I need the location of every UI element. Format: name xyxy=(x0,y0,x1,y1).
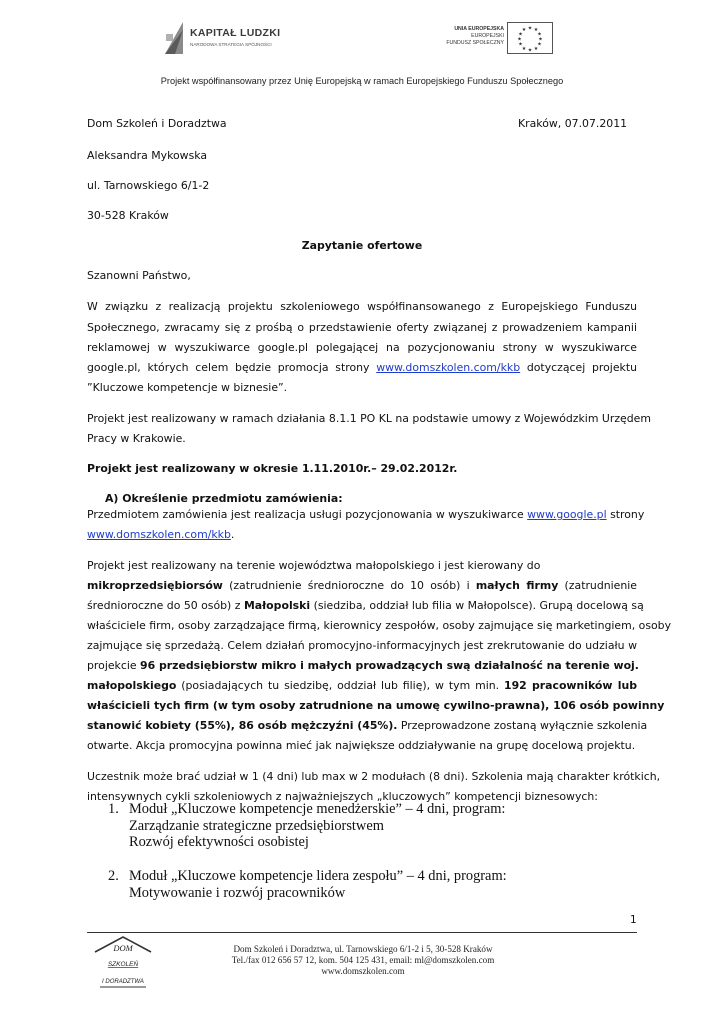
kkb-link[interactable]: www.domszkolen.com/kkb xyxy=(87,528,231,541)
module-1-item-1: Zarządzanie strategiczne przedsiębiorstwem xyxy=(129,818,384,834)
logo-text-1: DOM xyxy=(113,943,133,953)
footer-divider xyxy=(87,932,637,933)
p4-line2-b2: małych firmy xyxy=(475,579,559,592)
place-date: Kraków, 07.07.2011 xyxy=(518,117,628,130)
footer-website[interactable]: www.domszkolen.com xyxy=(321,966,405,976)
recipient-name: Aleksandra Mykowska xyxy=(87,149,208,162)
svg-text:★: ★ xyxy=(527,47,533,53)
p4-line3-b1: Małopolski xyxy=(243,599,311,612)
p1-line2: Społecznego, zwracamy się z prośbą o przedstawienie oferty związanej z prowadzeniem kampanii xyxy=(87,321,637,334)
p4-line3-t1: średnioroczne do 50 osób) z xyxy=(87,599,244,612)
p1-line5: ”Kluczowe kompetencje w biznesie”. xyxy=(87,381,288,394)
footer-contact xyxy=(180,944,546,977)
eu-label xyxy=(420,26,504,47)
p1-line3: reklamowej w wyszukiwarce google.pl polegającej na pozycjonowaniu strony w wyszukiwarce xyxy=(87,341,637,354)
p4-line4: właściciele firm, osoby zarządzające firmą, kierownicy zespołów, osoby zajmujące się marketingiem, osoby xyxy=(87,619,672,632)
kapital-ludzki-subtitle: NARODOWA STRATEGIA SPÓJNOŚCI xyxy=(190,42,272,47)
p4-line6-t1: projekcie xyxy=(87,659,141,672)
svg-text:★: ★ xyxy=(521,46,527,52)
module-2-number: 2. xyxy=(108,868,119,884)
p4-line9 xyxy=(87,716,648,737)
module-2-title: Moduł „Kluczowe kompetencje lidera zespołu” – 4 dni, program: xyxy=(129,868,507,884)
page-number: 1 xyxy=(630,914,637,926)
module-1-title: Moduł „Kluczowe kompetencje menedżerskie” – 4 dni, program: xyxy=(129,801,506,817)
p4-line5: zajmujące się sprzedażą. Celem działań promocyjno-informacyjnych jest zrekrutowanie do udziału w xyxy=(87,639,637,652)
p4-line9-b1: stanowić kobiety (55%), 86 osób mężczyźni (45%). xyxy=(87,719,398,732)
p4-line8 xyxy=(87,696,665,717)
svg-text:★: ★ xyxy=(537,31,542,38)
google-link[interactable]: www.google.pl xyxy=(527,508,607,521)
p4-line2 xyxy=(87,576,637,597)
kapital-ludzki-title: KAPITAŁ LUDZKI xyxy=(190,27,281,39)
eu-label-line1: UNIA EUROPEJSKA xyxy=(454,26,504,32)
p4-line3-t2: (siedziba, oddział lub filia w Małopolsce). Grupą docelową są xyxy=(310,599,644,612)
svg-text:★: ★ xyxy=(527,25,533,32)
company-logo xyxy=(92,935,154,993)
svg-text:★: ★ xyxy=(538,36,543,43)
p5-line1: Uczestnik może brać udział w 1 (4 dni) lub max w 2 modułach (8 dni). Szkolenia mają charakter krótkich, xyxy=(87,770,661,783)
module-1 xyxy=(108,801,506,818)
p4-line2-t1: (zatrudnienie średnioroczne do 10 osób) i xyxy=(222,579,476,592)
sender: Dom Szkoleń i Doradztwa xyxy=(87,117,227,130)
eu-label-line3: FUNDUSZ SPOŁECZNY xyxy=(446,40,504,46)
p1-line1: W związku z realizacją projektu szkoleniowego współfinansowanego z Europejskiego Funduszu xyxy=(87,300,637,313)
p5-line2: intensywnych cykli szkoleniowych z najważniejszych „kluczowych” kompetencji biznesowych: xyxy=(87,790,598,803)
p4-line7-t1: (posiadających tu siedzibę, oddział lub filię), w tym min. xyxy=(176,679,504,692)
p4-line8-b1: właścicieli tych firm (w tym osoby zatrudnione na umowę cywilno-prawna), 106 osób powinny xyxy=(87,699,665,712)
footer-address: Dom Szkoleń i Doradztwa, ul. Tarnowskiego 6/1-2 i 5, 30-528 Kraków xyxy=(233,944,493,954)
section-a-line1-b: strony xyxy=(606,508,645,521)
section-a-heading: A) Określenie przedmiotu zamówienia: xyxy=(105,492,343,505)
logo-text-2: SZKOLEŃ xyxy=(107,961,139,968)
cofinancing-statement: Projekt współfinansowany przez Unię Europejską w ramach Europejskiego Funduszu Społecznego xyxy=(160,76,564,86)
section-a-line1-a: Przedmiotem zamówienia jest realizacja usługi pozycjonowania w wyszukiwarce xyxy=(87,508,528,521)
subject: Zapytanie ofertowe xyxy=(301,239,423,252)
project-link[interactable]: www.domszkolen.com/kkb xyxy=(376,361,521,374)
svg-text:★: ★ xyxy=(533,46,539,52)
project-period: Projekt jest realizowany w okresie 1.11.2010r.– 29.02.2012r. xyxy=(87,462,458,475)
module-1-item-2: Rozwój efektywności osobistej xyxy=(129,834,309,850)
kapital-ludzki-emblem-icon xyxy=(163,20,185,56)
salutation: Szanowni Państwo, xyxy=(87,269,191,282)
section-a-line1 xyxy=(87,505,645,526)
p4-line10: otwarte. Akcja promocyjna powinna mieć jak największe oddziaływanie na grupę docelową projektu. xyxy=(87,739,636,752)
eu-flag-icon xyxy=(507,22,553,54)
p4-line1: Projekt jest realizowany na terenie województwa małopolskiego i jest kierowany do xyxy=(87,559,541,572)
footer-phone-email: Tel./fax 012 656 57 12, kom. 504 125 431, email: ml@domszkolen.com xyxy=(231,955,495,965)
p4-line6-b1: 96 przedsiębiorstw mikro i małych prowadzących swą działalność na terenie woj. xyxy=(140,659,639,672)
module-1-number: 1. xyxy=(108,801,119,817)
p1-line4 xyxy=(87,358,637,379)
svg-text:★: ★ xyxy=(517,36,522,43)
recipient-street: ul. Tarnowskiego 6/1-2 xyxy=(87,179,210,192)
p4-line7-b2: 192 pracowników lub xyxy=(504,679,637,692)
p4-line7-b1: małopolskiego xyxy=(87,679,177,692)
svg-text:★: ★ xyxy=(537,41,542,48)
module-2-item-1: Motywowanie i rozwój pracowników xyxy=(129,885,346,901)
p4-line7 xyxy=(87,676,637,697)
module-2 xyxy=(108,868,507,885)
p4-line2-b1: mikroprzedsiębiorsów xyxy=(87,579,223,592)
p1-line4-a: google.pl, których celem będzie promocja strony xyxy=(87,361,377,374)
section-a-line2-b: . xyxy=(230,528,235,541)
recipient-city: 30-528 Kraków xyxy=(87,209,169,222)
p4-line2-t2: (zatrudnienie xyxy=(558,579,638,592)
p4-line9-t1: Przeprowadzone zostaną wyłącznie szkolenia xyxy=(397,719,648,732)
section-a-line2 xyxy=(87,525,234,546)
svg-text:★: ★ xyxy=(533,27,539,33)
eu-label-line2: EUROPEJSKI xyxy=(471,33,504,39)
p4-line6 xyxy=(87,656,637,677)
p2-line1: Projekt jest realizowany w ramach działania 8.1.1 PO KL na podstawie umowy z Wojewódzkim Urzędem xyxy=(87,412,651,425)
p1-line4-b: dotyczącej projektu xyxy=(520,361,637,374)
p4-line3 xyxy=(87,596,644,617)
logo-text-3: I DORADZTWA xyxy=(102,979,144,985)
svg-text:★: ★ xyxy=(518,41,523,48)
svg-text:★: ★ xyxy=(518,31,523,38)
p2-line2: Pracy w Krakowie. xyxy=(87,432,186,445)
svg-text:★: ★ xyxy=(521,27,527,33)
